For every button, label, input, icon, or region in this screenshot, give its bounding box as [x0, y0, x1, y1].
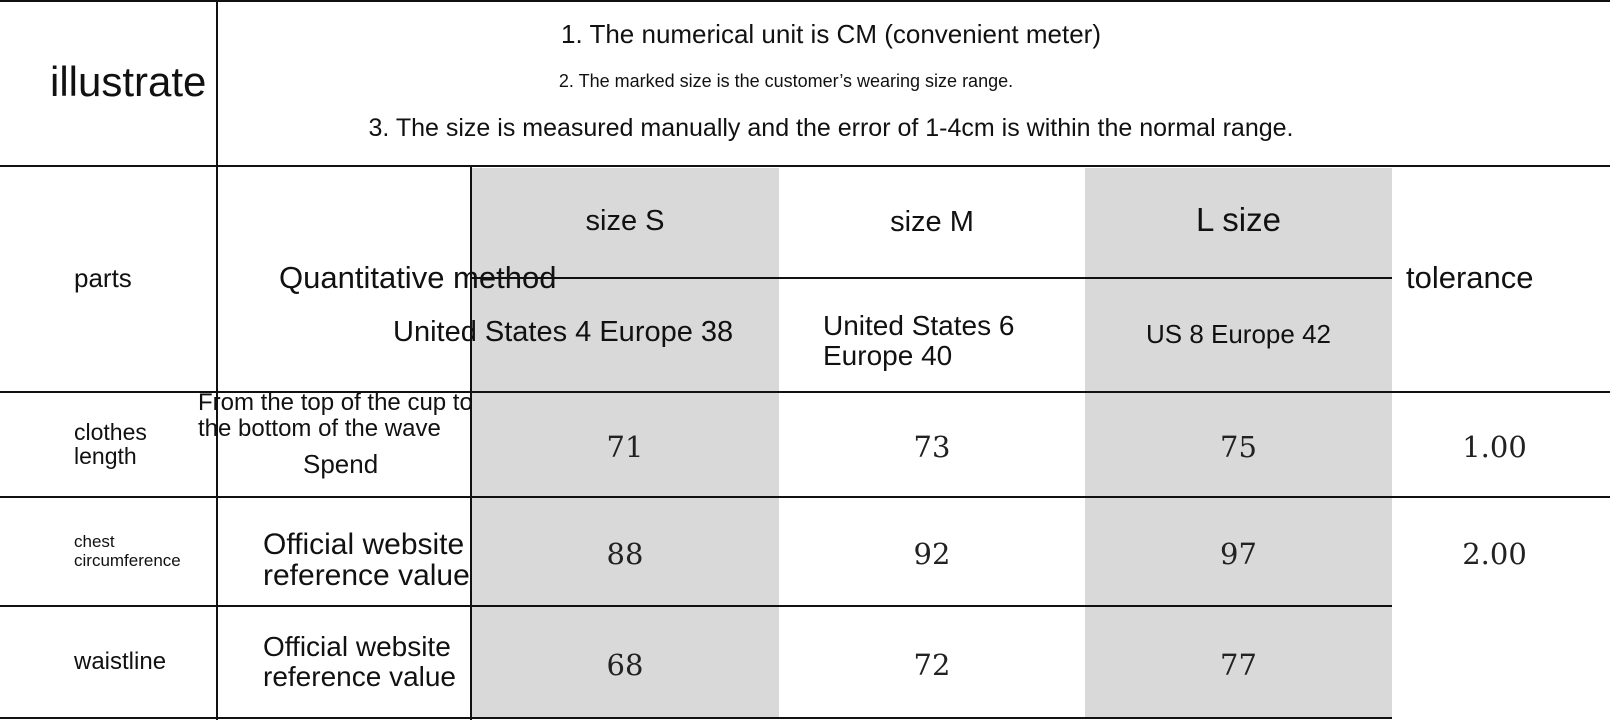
parts-header: parts — [74, 263, 132, 293]
row3-method-line2: reference value — [263, 661, 457, 692]
table-bottom-line — [0, 717, 1392, 719]
row3-size-s-value: 68 — [606, 648, 644, 682]
row1-bottom-line — [0, 496, 1610, 498]
top-border — [0, 0, 1610, 2]
note-line-2: 2. The marked size is the customer’s wearing size range. — [558, 71, 1014, 91]
row2-part-line1: chest — [74, 532, 115, 551]
row3-size-m-value: 72 — [913, 648, 951, 682]
row2-size-s-value: 88 — [606, 537, 644, 571]
notes-label: illustrate — [50, 58, 207, 105]
notes-divider — [0, 165, 1610, 167]
row1-tolerance: 1.00 — [1462, 430, 1527, 464]
row1-method-line2: the bottom of the wave — [198, 415, 441, 442]
row2-bottom-line — [0, 605, 1392, 607]
row1-method-line3: Spend — [303, 449, 379, 479]
row1-size-s-value: 71 — [606, 430, 644, 464]
row2-size-l-value: 97 — [1220, 537, 1257, 571]
row1-part-line2: length — [74, 443, 137, 469]
size-m-equivalent-line1: United States 6 — [823, 310, 1015, 341]
tolerance-header: tolerance — [1406, 260, 1534, 295]
row1-size-m-value: 73 — [913, 430, 951, 464]
row1-part-line1: clothes — [74, 419, 147, 445]
row2-part-line2: circumference — [74, 551, 181, 570]
method-header: Quantitative method — [279, 260, 557, 295]
note-line-3: 3. The size is measured manually and the error of 1-4cm is within the normal range. — [368, 114, 1294, 142]
row3-method-line1: Official website — [263, 631, 451, 662]
size-s-header: size S — [585, 205, 665, 237]
header-mid-line — [471, 277, 1392, 279]
row2-size-m-value: 92 — [913, 537, 951, 571]
size-l-header: L size — [1196, 201, 1281, 238]
size-s-equivalent: United States 4 Europe 38 — [393, 316, 734, 348]
row3-part: waistline — [74, 648, 167, 675]
row2-method-line1: Official website — [263, 528, 465, 561]
note-line-1: 1. The numerical unit is CM (convenient meter) — [561, 19, 1101, 49]
row1-size-l-value: 75 — [1220, 430, 1257, 464]
size-m-equivalent-line2: Europe 40 — [823, 340, 953, 371]
row2-tolerance: 2.00 — [1462, 537, 1527, 571]
size-m-header: size M — [890, 206, 974, 238]
row3-size-l-value: 77 — [1220, 648, 1257, 682]
parts-divider — [216, 0, 218, 720]
row2-method-line2: reference value — [263, 559, 470, 592]
row1-method-line1: From the top of the cup to — [198, 389, 473, 416]
size-l-equivalent: US 8 Europe 42 — [1145, 319, 1331, 349]
